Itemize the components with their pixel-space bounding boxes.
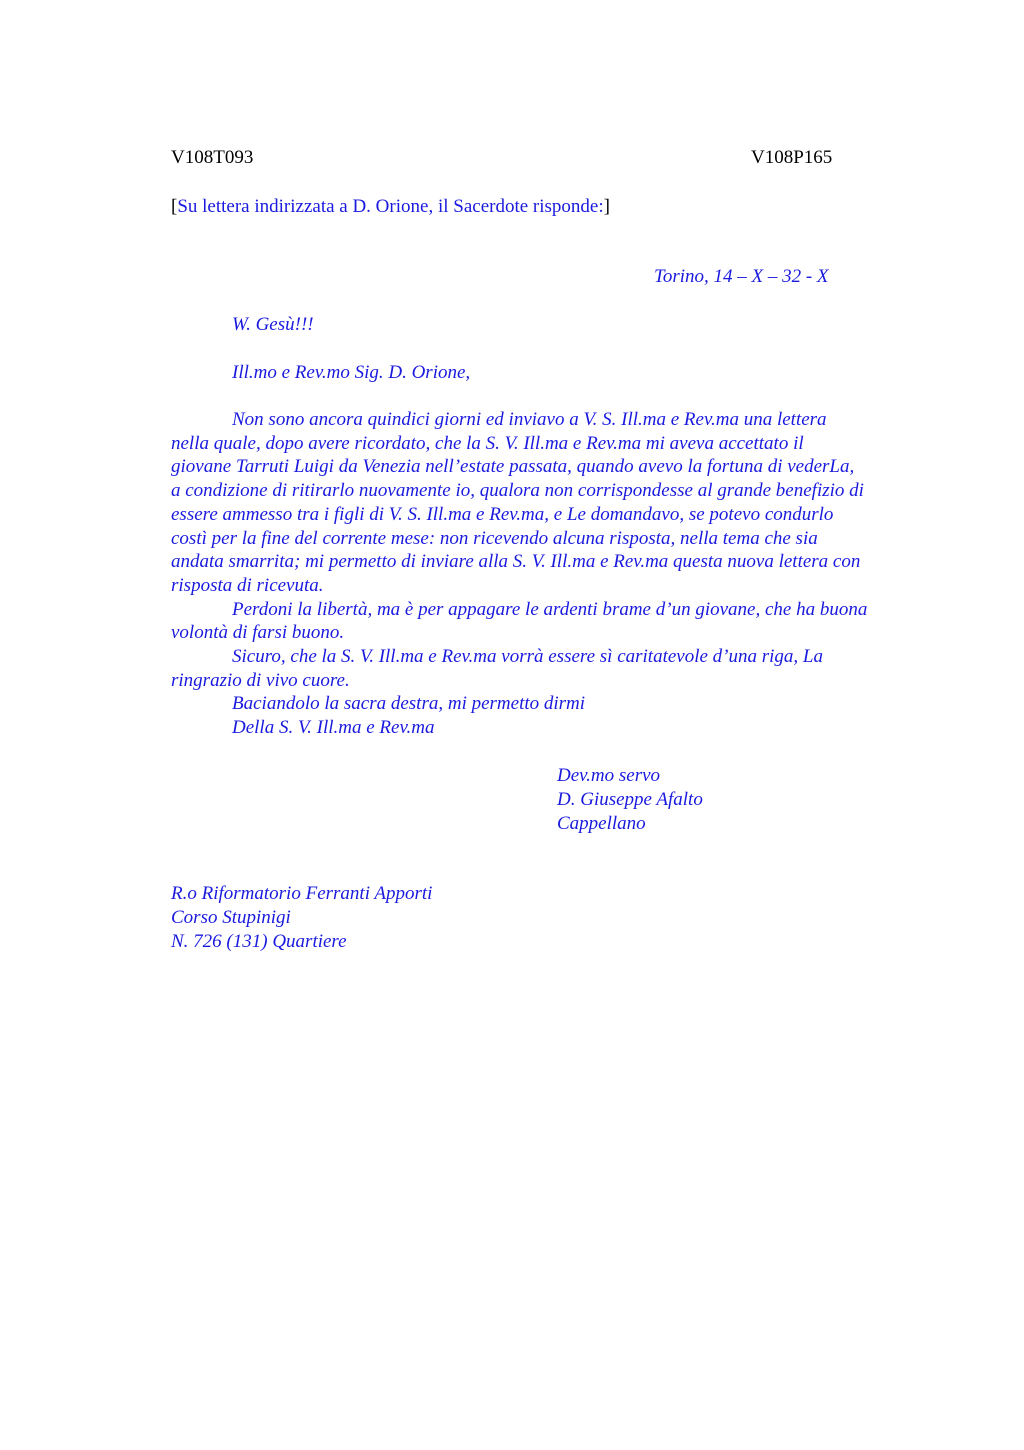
- letter-body: [171, 408, 931, 740]
- letter-paragraph: [171, 598, 931, 645]
- letter-line: Non sono ancora quindici giorni ed inviavo a V. S. Ill.ma e Rev.ma una lettera: [232, 409, 827, 430]
- address-line: Corso Stupinigi: [171, 906, 291, 928]
- letter-paragraph: [171, 408, 931, 598]
- letter-line: giovane Tarruti Luigi da Venezia nell’estate passata, quando avevo la fortuna di vederLa,: [171, 456, 855, 478]
- signature-name: D. Giuseppe Afalto: [557, 788, 703, 810]
- letter-paragraph: [171, 692, 931, 716]
- document-code-left: V108T093: [171, 147, 254, 168]
- document-code-right: V108P165: [751, 147, 833, 168]
- letter-line: nella quale, dopo avere ricordato, che la S. V. Ill.ma e Rev.ma mi aveva accettato il: [171, 432, 804, 454]
- letter-signature: [557, 764, 703, 835]
- sender-address: [171, 882, 432, 953]
- editorial-note-close-bracket: ]: [603, 196, 610, 217]
- letter-line: risposta di ricevuta.: [171, 574, 324, 596]
- letter-line: ringrazio di vivo cuore.: [171, 669, 350, 691]
- letter-line: Della S. V. Ill.ma e Rev.ma: [232, 717, 435, 739]
- letter-line: Baciandolo la sacra destra, mi permetto dirmi: [232, 693, 586, 715]
- letter-paragraph: [171, 645, 931, 692]
- letter-line: Perdoni la libertà, ma è per appagare le ardenti brame d’un giovane, che ha buona: [232, 598, 868, 620]
- letter-salutation: Ill.mo e Rev.mo Sig. D. Orione,: [232, 362, 471, 383]
- address-line: N. 726 (131) Quartiere: [171, 930, 347, 952]
- address-line: R.o Riformatorio Ferranti Apporti: [171, 883, 433, 904]
- letter-line: costì per la fine del corrente mese: non ricevendo alcuna risposta, nella tema che sia: [171, 527, 818, 549]
- letter-line: essere ammesso tra i figli di V. S. Ill.ma e Rev.ma, e Le domandavo, se potevo condurlo: [171, 503, 834, 525]
- letter-line: volontà di farsi buono.: [171, 622, 345, 644]
- letter-line: andata smarrita; mi permetto di inviare alla S. V. Ill.ma e Rev.ma questa nuova lettera con: [171, 551, 861, 573]
- signature-closing: Dev.mo servo: [557, 765, 661, 786]
- editorial-note-open-bracket: [: [171, 196, 178, 217]
- letter-invocation: W. Gesù!!!: [232, 314, 314, 335]
- letter-paragraph: [171, 716, 931, 740]
- letter-line: a condizione di ritirarlo nuovamente io, qualora non corrispondesse al grande benefizio di: [171, 480, 864, 502]
- editorial-note: [171, 195, 610, 219]
- letter-place-date: Torino, 14 – X – 32 - X: [654, 266, 829, 287]
- signature-title: Cappellano: [557, 812, 646, 834]
- editorial-note-text: Su lettera indirizzata a D. Orione, il Sacerdote risponde:: [177, 196, 604, 217]
- letter-line: Sicuro, che la S. V. Ill.ma e Rev.ma vorrà essere sì caritatevole d’una riga, La: [232, 646, 824, 668]
